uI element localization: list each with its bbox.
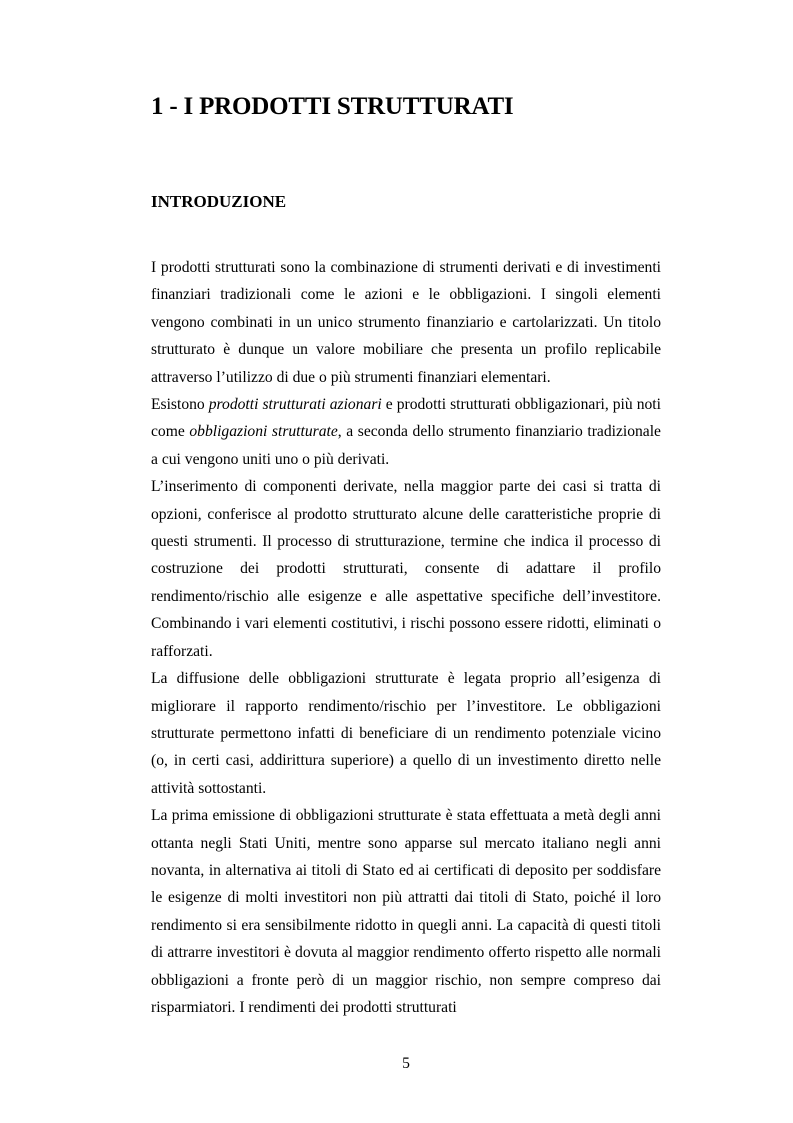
chapter-title: 1 - I PRODOTTI STRUTTURATI <box>151 93 514 120</box>
text-run: e prodotti strutturati obbligazionari, più noti come <box>151 396 661 441</box>
italic-term: prodotti strutturati azionari <box>208 396 382 414</box>
paragraph <box>151 391 661 473</box>
italic-term: obbligazioni strutturate <box>189 423 338 441</box>
text-run: La prima emissione di obbligazioni strutturate è stata effettuata a metà degli anni ottanta negli Stati Uniti, mentre sono apparse sul mercato italiano negli anni novanta, in alternativa ai titoli di Stato ed ai certificati di deposito per soddisfare le esigenze di molti investitori non più attratti dai titoli di Stato, poiché il loro rendimento si era sensibilmente ridotto in quegli anni. La capacità di questi titoli di attrarre investitori è dovuta al maggior rendimento offerto rispetto alle normali obbligazioni a fronte però di un maggior rischio, non sempre compreso dai risparmiatori. I rendimenti dei prodotti strutturati <box>151 807 661 1016</box>
body-text <box>151 254 661 1021</box>
paragraph <box>151 473 661 665</box>
page-number: 5 <box>402 1055 410 1072</box>
section-title: INTRODUZIONE <box>151 192 287 211</box>
text-run: , a seconda dello strumento finanziario tradizionale a cui vengono uniti uno o più derivati. <box>151 423 661 468</box>
text-run: L’inserimento di componenti derivate, nella maggior parte dei casi si tratta di opzioni, conferisce al prodotto strutturato alcune delle caratteristiche proprie di questi strumenti. Il processo di strutturazione, termine che indica il processo di costruzione dei prodotti strutturati, consente di adattare il profilo rendimento/rischio alle esigenze e alle aspettative specifiche dell’investitore. Combinando i vari elementi costitutivi, i rischi possono essere ridotti, eliminati o rafforzati. <box>151 478 661 660</box>
text-run: La diffusione delle obbligazioni strutturate è legata proprio all’esigenza di migliorare il rapporto rendimento/rischio per l’investitore. Le obbligazioni strutturate permettono infatti di beneficiare di un rendimento potenziale vicino (o, in certi casi, addirittura superiore) a quello di un investimento diretto nelle attività sottostanti. <box>151 670 661 797</box>
text-run: Esistono <box>151 396 209 414</box>
paragraph <box>151 254 661 391</box>
text-run: I prodotti strutturati sono la combinazione di strumenti derivati e di investimenti finanziari tradizionali come le azioni e le obbligazioni. I singoli elementi vengono combinati in un unico strumento finanziario e cartolarizzati. Un titolo strutturato è dunque un valore mobiliare che presenta un profilo replicabile attraverso l’utilizzo di due o più strumenti finanziari elementari. <box>151 259 661 386</box>
paragraph <box>151 802 661 1021</box>
paragraph <box>151 665 661 802</box>
